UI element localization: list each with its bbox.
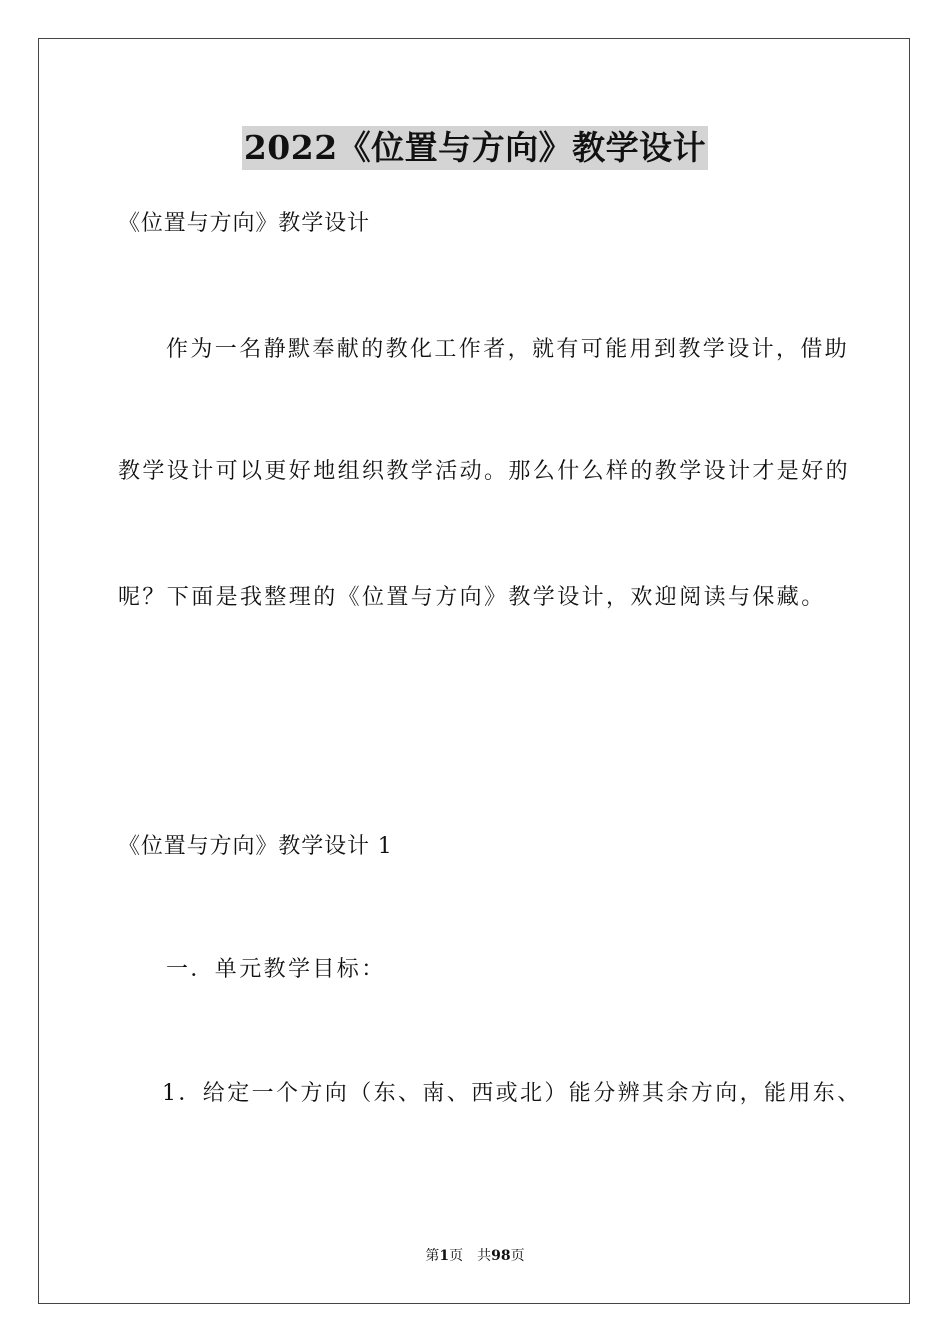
- subsection-heading: 一．单元教学目标：: [166, 957, 386, 982]
- title-container: [0, 126, 950, 170]
- page-number: 1: [439, 1248, 450, 1264]
- list-item: 1．给定一个方向（东、南、西或北）能分辨其余方向，能用东、: [162, 1081, 862, 1106]
- total-suffix: 页: [510, 1248, 525, 1264]
- document-title: 2022《位置与方向》教学设计: [242, 126, 708, 170]
- paragraph-intro-line-1: 作为一名静默奉献的教化工作者，就有可能用到教学设计，借助: [166, 337, 850, 362]
- paragraph-subtitle: 《位置与方向》教学设计: [118, 211, 370, 236]
- total-prefix: 共: [477, 1248, 492, 1264]
- page-suffix: 页: [449, 1248, 464, 1264]
- page-prefix: 第: [425, 1248, 440, 1264]
- section-heading: 《位置与方向》教学设计 1: [118, 834, 393, 859]
- total-pages: 98: [491, 1248, 511, 1264]
- paragraph-intro-line-3: 呢？下面是我整理的《位置与方向》教学设计，欢迎阅读与保藏。: [118, 585, 826, 610]
- paragraph-intro-line-2: 教学设计可以更好地组织教学活动。那么什么样的教学设计才是好的: [118, 459, 851, 484]
- page-footer: [0, 1247, 950, 1265]
